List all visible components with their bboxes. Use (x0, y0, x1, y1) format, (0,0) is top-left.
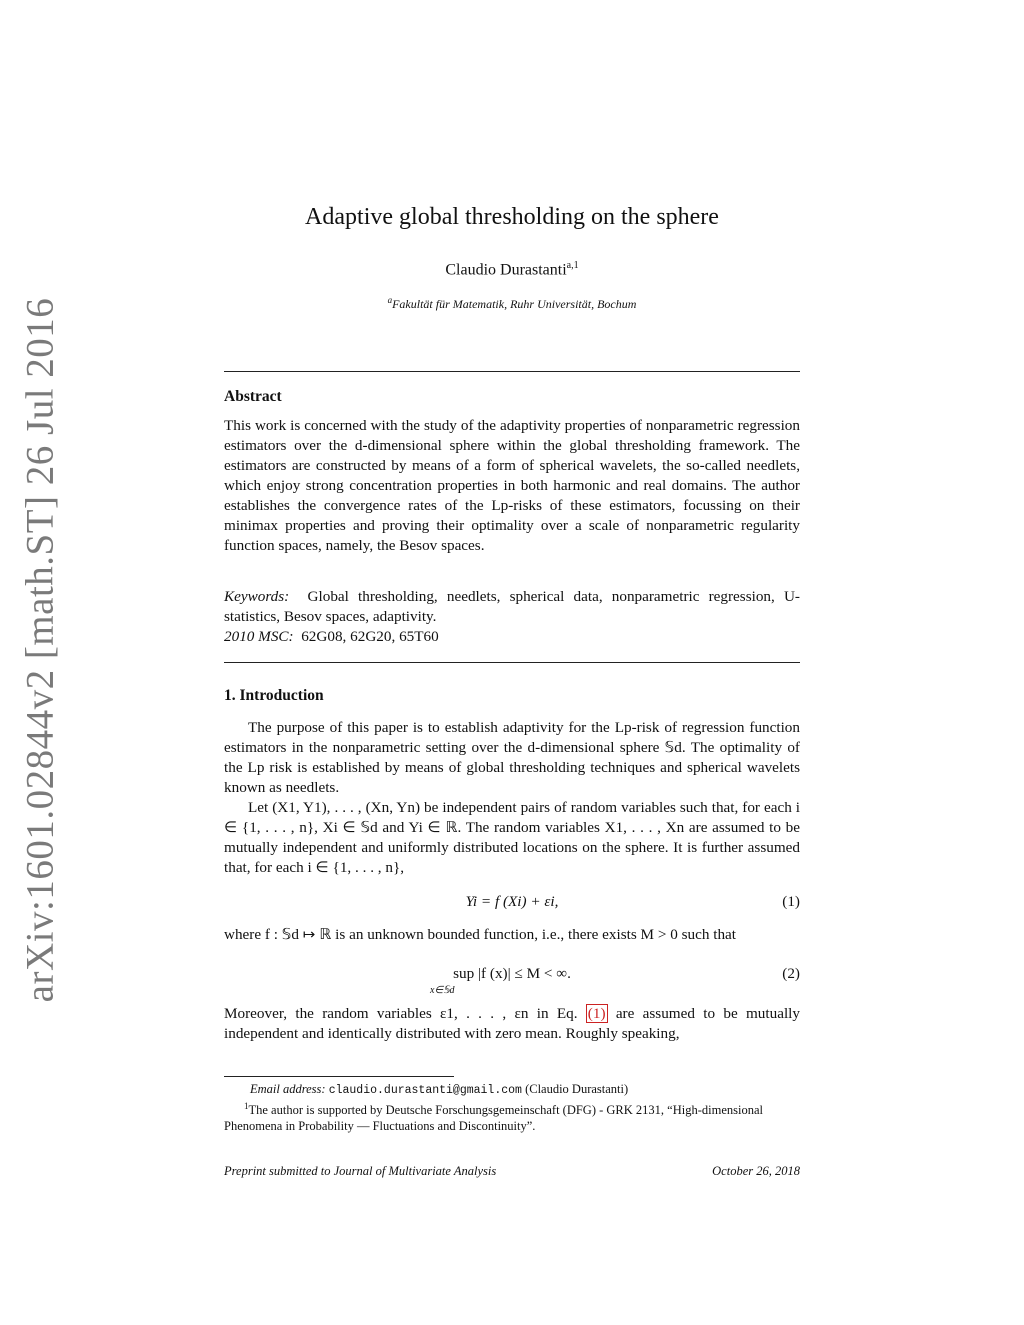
equation-2-subscript: x∈𝕊d (430, 985, 455, 996)
msc-codes: 62G08, 62G20, 65T60 (301, 628, 439, 645)
author-name: Claudio Durastanti (445, 261, 567, 279)
equation-1-number: (1) (782, 893, 800, 910)
footnote-email (224, 1081, 800, 1099)
affiliation-text: Fakultät für Matematik, Ruhr Universität, Bochum (392, 297, 637, 311)
abstract-bottom-rule (224, 662, 800, 663)
intro-paragraph-4 (224, 1004, 800, 1044)
footnote-1-text: The author is supported by Deutsche Forschungsgemeinschaft (DFG) - GRK 2131, “High-dimensional Phenomena in Probability — Fluctuations and Discontinuity”. (224, 1103, 763, 1134)
email-label: Email address: (250, 1082, 326, 1096)
intro-paragraph-3: where f : 𝕊d ↦ ℝ is an unknown bounded function, i.e., there exists M > 0 such that (224, 926, 736, 943)
intro-paragraph-4-start: Moreover, the random variables ε1, . . . , εn in Eq. (224, 1005, 578, 1022)
equation-2-number: (2) (782, 965, 800, 982)
intro-paragraph-4-end: are assumed to be mutually independent and identically distributed with zero mean. Roughly speaking, (224, 1005, 800, 1042)
affiliation (0, 295, 1024, 312)
introduction-heading: 1. Introduction (224, 687, 324, 704)
keywords-text: Global thresholding, needlets, spherical data, nonparametric regression, U-statistics, Besov spaces, adaptivity. (224, 588, 800, 625)
abstract-heading: Abstract (224, 388, 282, 405)
abstract-section (224, 387, 800, 556)
abstract-text: This work is concerned with the study of the adaptivity properties of nonparametric regression estimators over the d-dimensional sphere within the global thresholding framework. The estimators are constructed by means of a form of spherical wavelets, the so-called needlets, which enjoy strong concentration properties in both harmonic and real domains. The author establishes the convergence rates of the Lp-risks of these estimators, focussing on their minimax properties and proving their optimality over a scale of nonparametric regularity function spaces, namely, the Besov spaces. (224, 417, 800, 554)
footnote-rule (224, 1076, 454, 1077)
intro-paragraph-3-block (224, 925, 800, 945)
footer-journal: Preprint submitted to Journal of Multivariate Analysis (224, 1164, 497, 1178)
footer-date: October 26, 2018 (712, 1164, 800, 1178)
author-marks: a,1 (566, 260, 579, 271)
intro-paragraph-1: The purpose of this paper is to establish adaptivity for the Lp-risk of regression function estimators in the nonparametric setting over the d-dimensional sphere 𝕊d. The optimality of the Lp risk is established by means of global thresholding techniques and spherical wavelets known as needlets. (224, 719, 800, 796)
arxiv-identifier-stamp: arXiv:1601.02844v2 [math.ST] 26 Jul 2016 (18, 297, 62, 1003)
paper-title: Adaptive global thresholding on the sphere (305, 204, 719, 230)
intro-paragraph-4-block (224, 1004, 800, 1044)
keywords-line (224, 587, 800, 627)
keywords-section (224, 587, 800, 647)
equation-2 (224, 965, 800, 996)
email-address-link[interactable]: claudio.durastanti@gmail.com (328, 1084, 522, 1097)
equation-2-body: sup |f (x)| ≤ M < ∞. (453, 965, 571, 982)
author-line (0, 260, 1024, 279)
introduction-section (224, 686, 800, 878)
msc-line (224, 627, 800, 647)
equation-1-body: Yi = f (Xi) + εi, (465, 893, 559, 910)
keywords-label: Keywords: (224, 588, 290, 605)
abstract-top-rule (224, 371, 800, 372)
msc-label: 2010 MSC: (224, 628, 294, 645)
equation-1-reference-link[interactable]: (1) (587, 1005, 606, 1022)
affiliation-mark: a (387, 295, 393, 305)
equation-1 (224, 893, 800, 915)
page-footer (224, 1164, 800, 1179)
footnote-1-mark: 1 (244, 1101, 249, 1111)
email-owner: (Claudio Durastanti) (525, 1082, 629, 1096)
intro-paragraph-2: Let (X1, Y1), . . . , (Xn, Yn) be independent pairs of random variables such that, for each i ∈ {1, . . . , n}, Xi ∈ 𝕊d and Yi ∈ ℝ. The random variables X1, . . . , Xn are assumed to be mutually independent and uniformly distributed locations on the sphere. It is further assumed that, for each i ∈ {1, . . . , n}, (224, 799, 800, 876)
footnote-1 (224, 1098, 800, 1134)
